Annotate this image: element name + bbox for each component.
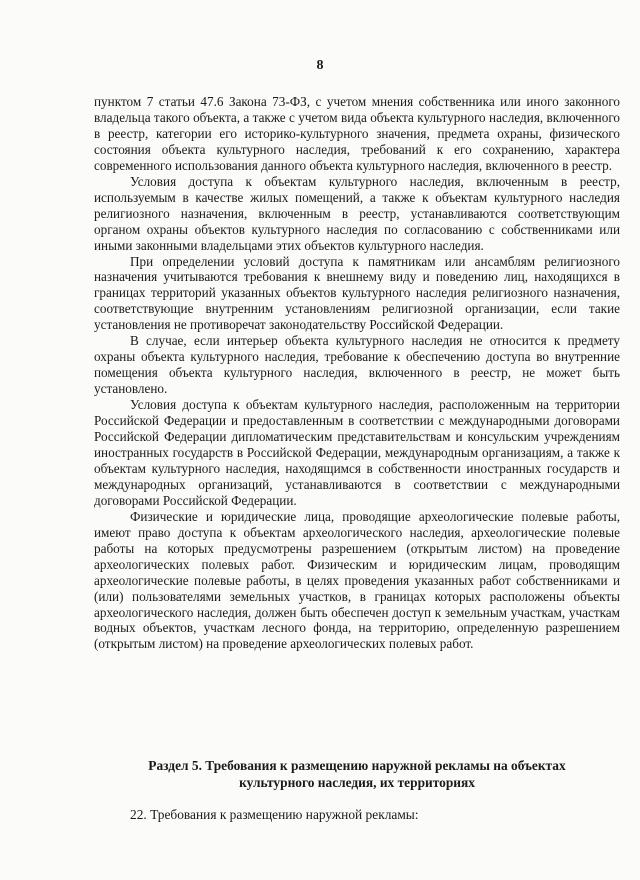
section-heading-line-2: культурного наследия, их территориях bbox=[239, 775, 475, 790]
paragraph: При определении условий доступа к памятникам или ансамблям религиозного назначения учитываются требования к внешнему виду и поведению лиц, находящихся в границах территорий указанных объектов культурного наследия религиозного назначения, соответствующие внутренним установлениям религиозной организации, если такие установления не противоречат законодательству Российской Федерации. bbox=[94, 253, 620, 333]
section-heading bbox=[94, 757, 620, 791]
paragraph: В случае, если интерьер объекта культурного наследия не относится к предмету охраны объекта культурного наследия, требование к обеспечению доступа во внутренние помещения объекта культурного наследия, включенного в реестр, не может быть установлено. bbox=[94, 333, 620, 397]
paragraph: Физические и юридические лица, проводящие археологические полевые работы, имеют право доступа к объектам археологического наследия, археологические полевые работы на которых предусмотрены разрешением (открытым листом) на проведение археологических полевых работ. Физическим и юридическим лицам, проводящим археологические полевые работы, в целях проведения указанных работ собственниками и (или) пользователями земельных участков, в границах которых расположены объекты археологического наследия, должен быть обеспечен доступ к земельным участкам, участкам водных объектов, участкам лесного фонда, на территорию, определенную разрешением (открытым листом) на проведение археологических полевых работ. bbox=[94, 508, 620, 652]
paragraph: Условия доступа к объектам культурного наследия, включенным в реестр, используемым в качестве жилых помещений, а также к объектам культурного наследия религиозного назначения, включенным в реестр, устанавливаются соответствующим органом охраны объектов культурного наследия по согласованию с собственниками или иными законными владельцами этих объектов культурного наследия. bbox=[94, 173, 620, 253]
document-body bbox=[94, 94, 620, 652]
paragraph: пунктом 7 статьи 47.6 Закона 73-ФЗ, с учетом мнения собственника или иного законного владельца такого объекта, а также с учетом вида объекта культурного наследия, включенного в реестр, категории его историко-культурного значения, предмета охраны, физического состояния объекта культурного наследия, требований к его сохранению, характера современного использования данного объекта культурного наследия, включенного в реестр. bbox=[94, 94, 620, 173]
paragraph: Условия доступа к объектам культурного наследия, расположенным на территории Российской Федерации и предоставленным в соответствии с международными договорами Российской Федерации дипломатическим представительствам и консульским учреждениям иностранных государств в Российской Федерации, международным организациям, а также к объектам культурного наследия, находящимся в собственности иностранных государств и международных организаций, устанавливаются в соответствии с международными договорами Российской Федерации. bbox=[94, 397, 620, 508]
page-number: 8 bbox=[316, 58, 324, 73]
item-22-line: 22. Требования к размещению наружной рекламы: bbox=[130, 807, 419, 822]
section-heading-line-1: Раздел 5. Требования к размещению наружной рекламы на объектах bbox=[148, 758, 566, 773]
